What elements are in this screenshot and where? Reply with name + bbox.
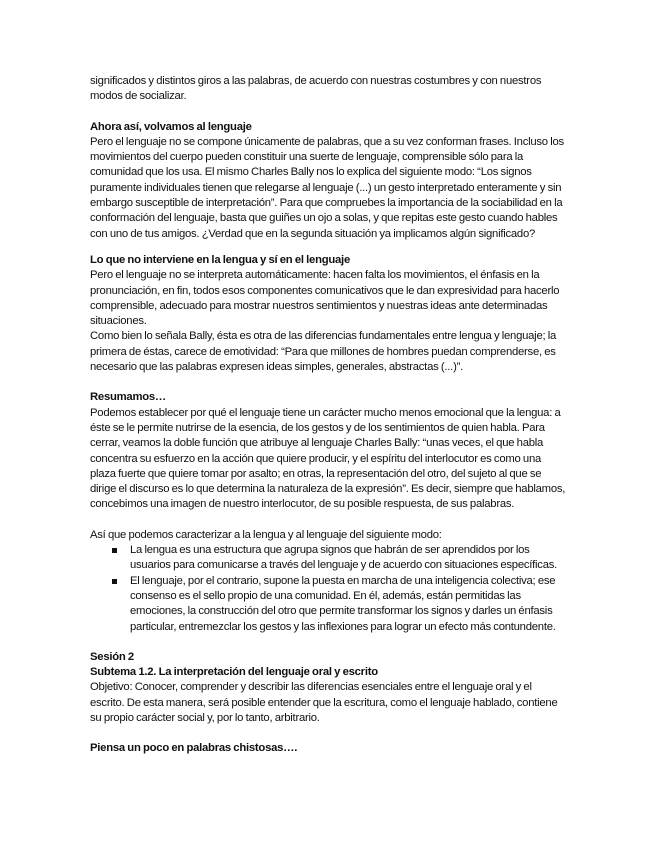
- intro-paragraph: significados y distintos giros a las palabras, de acuerdo con nuestras costumbres y con nuestros modos de socializar.: [90, 75, 542, 103]
- section-body-lengua-lenguaje-2: Como bien lo señala Bally, ésta es otra de las diferencias fundamentales entre lengua y lenguaje; la primera de éstas, carece de emotividad: “Para que millones de hombres puedan comprenderse, es necesario que las palabras expresen ideas simples, generales, abstractas (...)”.: [90, 330, 557, 374]
- section-heading-lengua-lenguaje: Lo que no interviene en la lengua y sí en el lenguaje: [90, 253, 350, 266]
- characterization-intro: Así que podemos caracterizar a la lengua y al lenguaje del siguiente modo:: [90, 528, 442, 541]
- objective-paragraph: Objetivo: Conocer, comprender y describir las diferencias esenciales entre el lenguaje oral y el escrito. De esta manera, será posible entender que la escritura, como el lenguaje hablado, contiene su propio carácter social y, por lo tanto, arbitrario.: [90, 681, 558, 724]
- list-item-text: La lengua es una estructura que agrupa signos que habrán de ser aprendidos por los usuarios para comunicarse a través del lenguaje y de acuerdo con situaciones específicas.: [130, 544, 558, 572]
- list-item-text: El lenguaje, por el contrario, supone la puesta en marcha de una inteligencia colectiva; ese consenso es el sello propio de una comunidad. En él, además, están permitidas las emociones, la construcción del otro que permite transformar los signos y darles un énfasis particular, entremezclar los gestos y las inflexiones para lograr un efecto más contundente.: [130, 574, 556, 633]
- section-body-lengua-lenguaje-1: Pero el lenguaje no se interpreta automáticamente: hacen falta los movimientos, el énfasis en la pronunciación, en fin, todos esos componentes comunicativos que le dan expresividad para hacerlo comprensible, adecuado para mostrar nuestros sentimientos y nuestras ideas ante determinadas situaciones.: [90, 269, 560, 328]
- section-heading-resumamos: Resumamos…: [90, 391, 166, 404]
- section-body-resumamos: Podemos establecer por qué el lenguaje tiene un carácter mucho menos emocional que la lengua: a éste se le permite nutrirse de la esencia, de los gestos y de los sentimientos de quien habla. Para cerrar, veamos la doble función que atribuye al lenguaje Charles Bally: “unas veces, el que habla concentra su esfuerzo en la acción que quiere producir, y el espíritu del interlocutor es como una plaza fuerte que quiere tomar por asalto; en otras, la representación del otro, del sujeto al que se dirige el discurso es lo que determina la naturaleza de la expresión”. Es decir, siempre que hablamos, concebimos una imagen de nuestro interlocutor, de su posible respuesta, de sus palabras.: [90, 406, 566, 511]
- closing-heading: Piensa un poco en palabras chistosas….: [90, 742, 298, 755]
- subtopic-heading: Subtema 1.2. La interpretación del lenguaje oral y escrito: [90, 666, 378, 679]
- square-bullet-icon: [112, 579, 117, 584]
- document-page: [90, 74, 568, 757]
- list-item: [90, 574, 568, 635]
- list-item: [90, 543, 568, 574]
- session-heading: Sesión 2: [90, 650, 134, 663]
- characterization-list: [90, 543, 568, 635]
- square-bullet-icon: [112, 548, 117, 553]
- section-body-volvamos: Pero el lenguaje no se compone únicamente de palabras, que a su vez conforman frases. Incluso los movimientos del cuerpo pueden constituir una suerte de lenguaje, comprensible sólo para la comunidad que los usa. El mismo Charles Bally nos lo explica del siguiente modo: “Los signos puramente individuales tienen que relegarse al lenguaje (...) un gesto interpretado enteramente y sin embargo susceptible de interpretación”. Para que compruebes la importancia de la sociabilidad en la conformación del lenguaje, basta que guiñes un ojo a solas, y que repitas este gesto cuando hables con uno de tus amigos. ¿Verdad que en la segunda situación ya implicamos algún significado?: [90, 135, 564, 240]
- section-heading-volvamos: Ahora así, volvamos al lenguaje: [90, 120, 252, 133]
